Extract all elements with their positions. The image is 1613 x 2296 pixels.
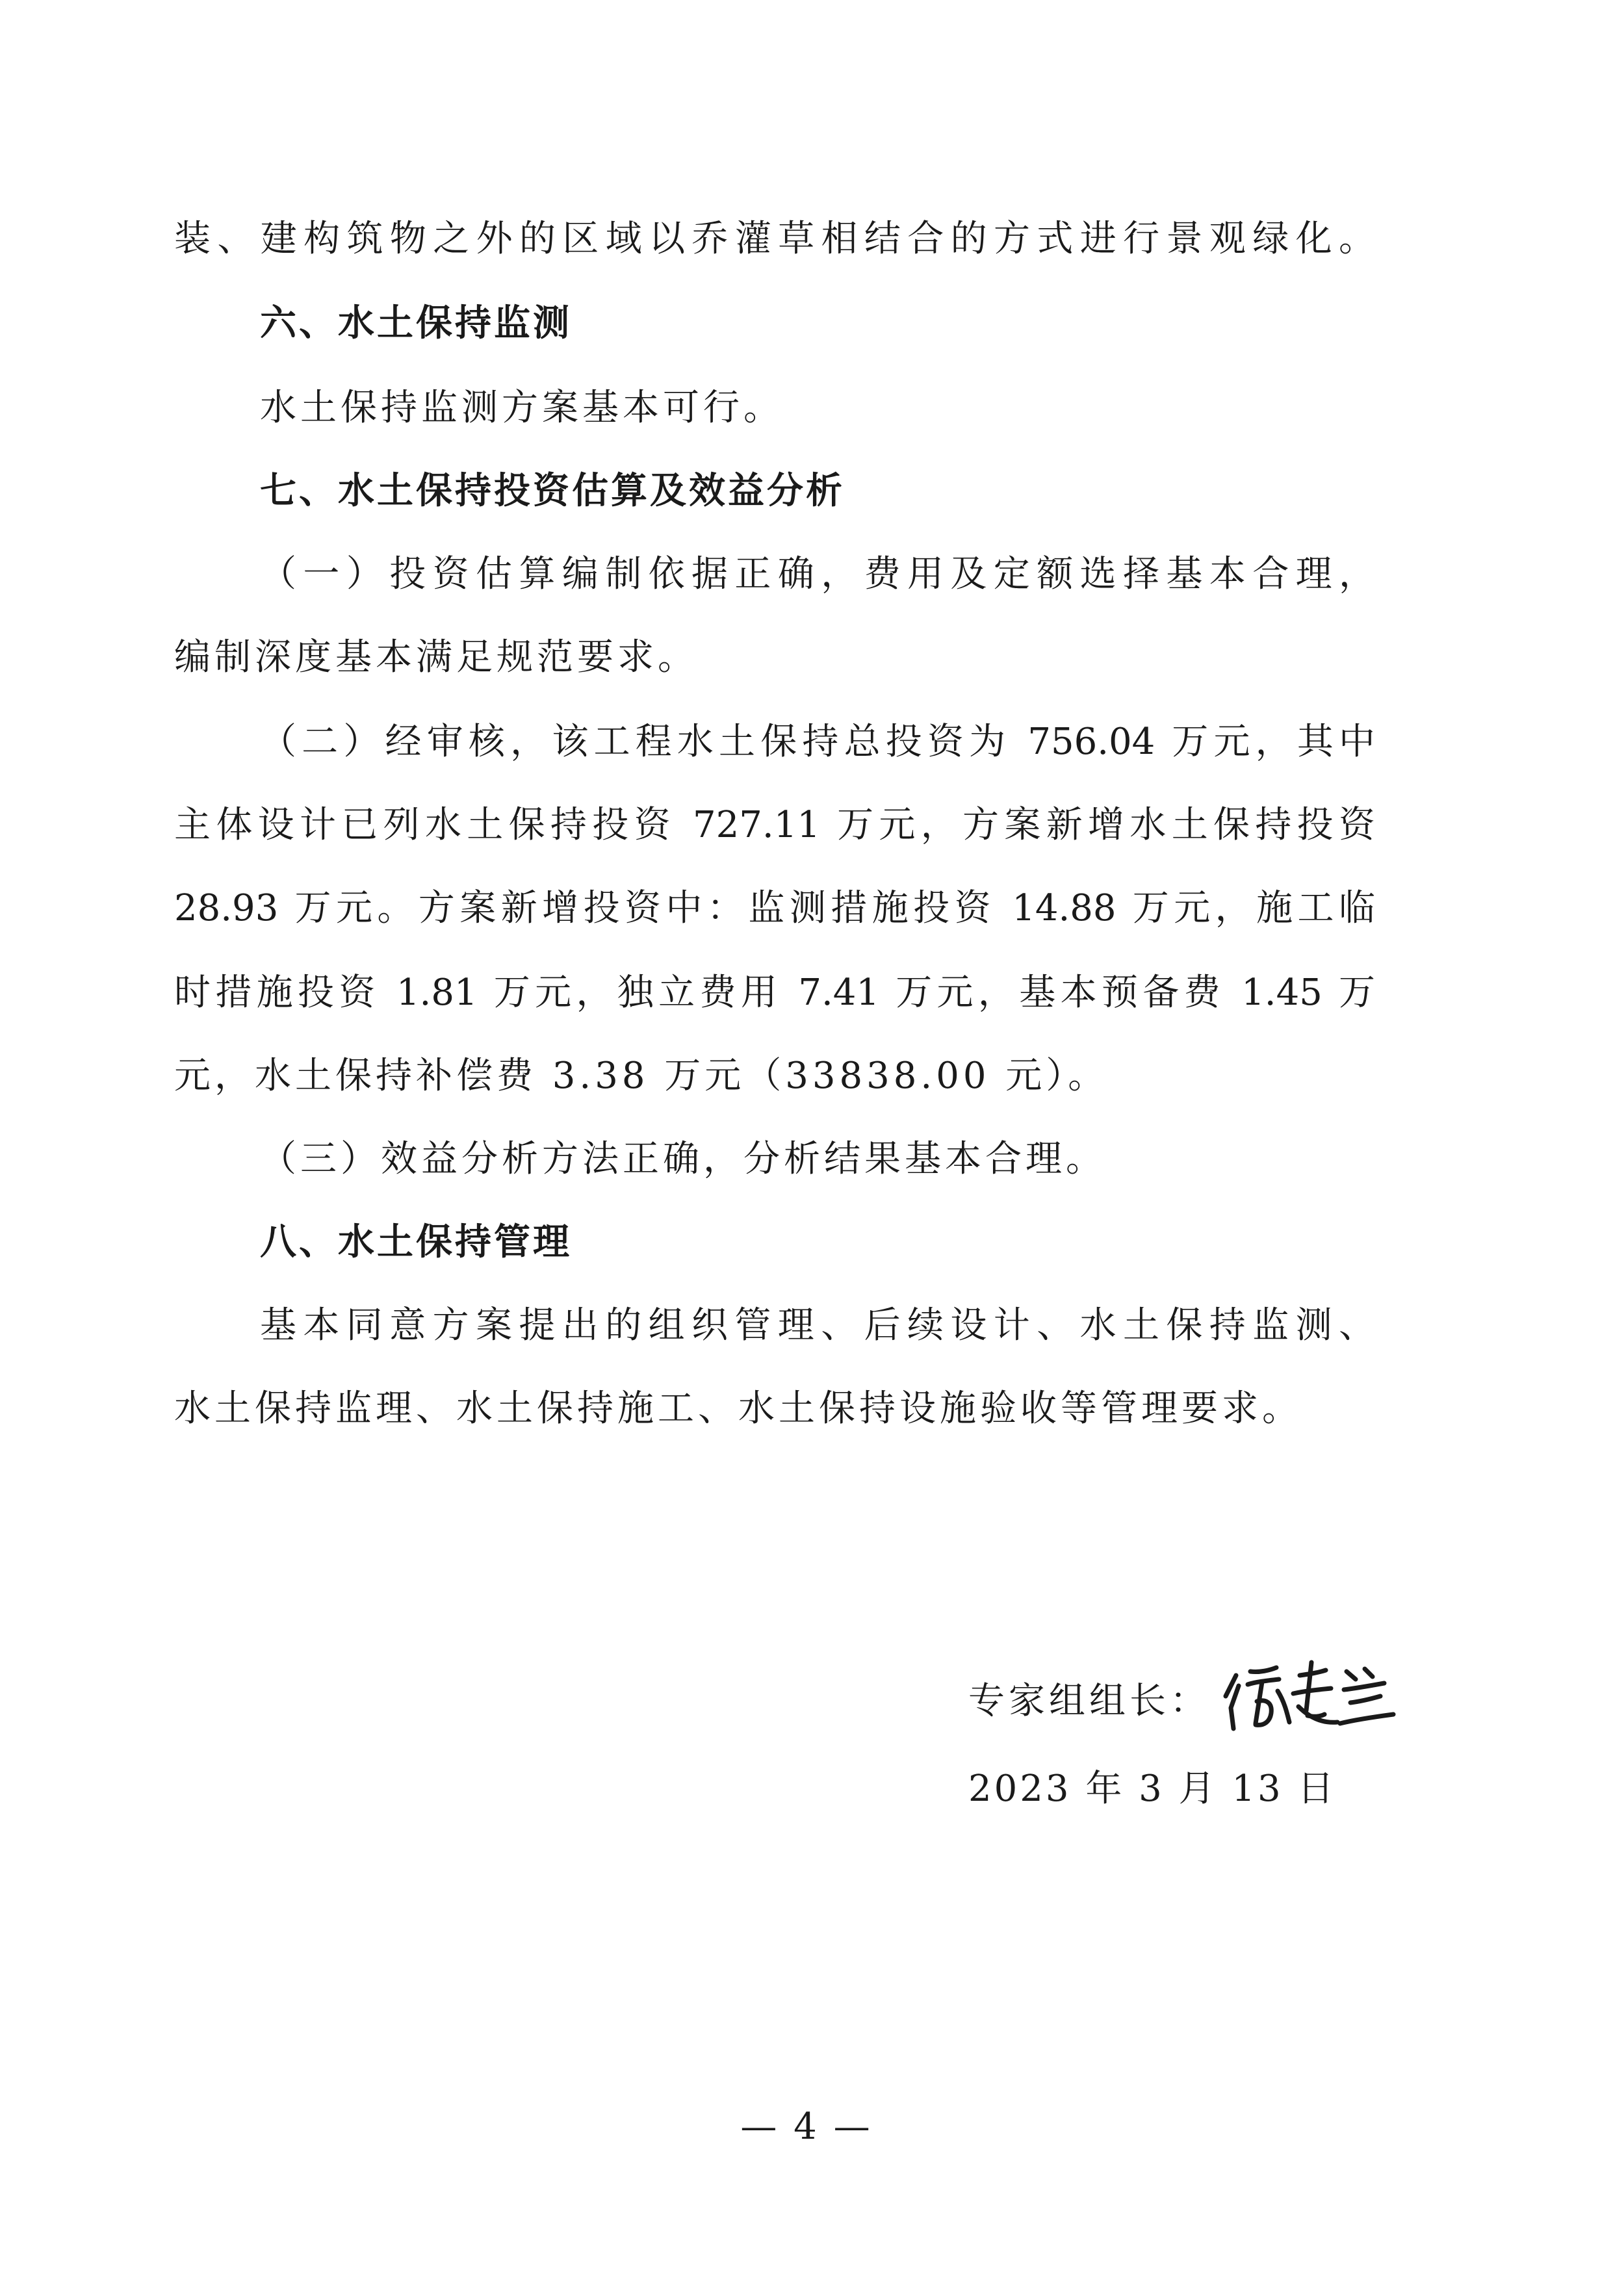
paragraph-line: 28.93 万元。方案新增投资中：监测措施投资 14.88 万元，施工临 <box>174 887 1375 929</box>
paragraph-line: 水土保持监测方案基本可行。 <box>260 387 784 429</box>
signature-date: 2023 年 3 月 13 日 <box>968 1768 1337 1810</box>
paragraph-line: 水土保持监理、水土保持施工、水土保持设施验收等管理要求。 <box>174 1387 1302 1430</box>
paragraph-line: 元，水土保持补偿费 3.38 万元（33838.00 元）。 <box>174 1055 1109 1097</box>
paragraph-line: （二）经审核，该工程水土保持总投资为 756.04 万元，其中 <box>260 721 1375 763</box>
paragraph-line: 编制深度基本满足规范要求。 <box>174 636 698 678</box>
paragraph-line: 装、建构筑物之外的区域以乔灌草相结合的方式进行景观绿化。 <box>174 218 1375 260</box>
paragraph-line: （三）效益分析方法正确，分析结果基本合理。 <box>260 1138 1106 1180</box>
signature-block <box>968 1656 1399 1740</box>
page-number: — 4 — <box>740 2106 873 2148</box>
paragraph-line: （一）投资估算编制依据正确，费用及定额选择基本合理， <box>260 553 1375 595</box>
section-heading-investment: 七、水土保持投资估算及效益分析 <box>260 470 845 512</box>
signature-label: 专家组组长： <box>968 1680 1210 1722</box>
paragraph-line: 基本同意方案提出的组织管理、后续设计、水土保持监测、 <box>260 1304 1375 1347</box>
handwritten-signature-icon <box>1217 1656 1399 1740</box>
paragraph-line: 主体设计已列水土保持投资 727.11 万元，方案新增水土保持投资 <box>174 804 1375 846</box>
paragraph-line: 时措施投资 1.81 万元，独立费用 7.41 万元，基本预备费 1.45 万 <box>174 972 1375 1014</box>
section-heading-management: 八、水土保持管理 <box>260 1221 572 1263</box>
section-heading-monitoring: 六、水土保持监测 <box>260 302 572 344</box>
